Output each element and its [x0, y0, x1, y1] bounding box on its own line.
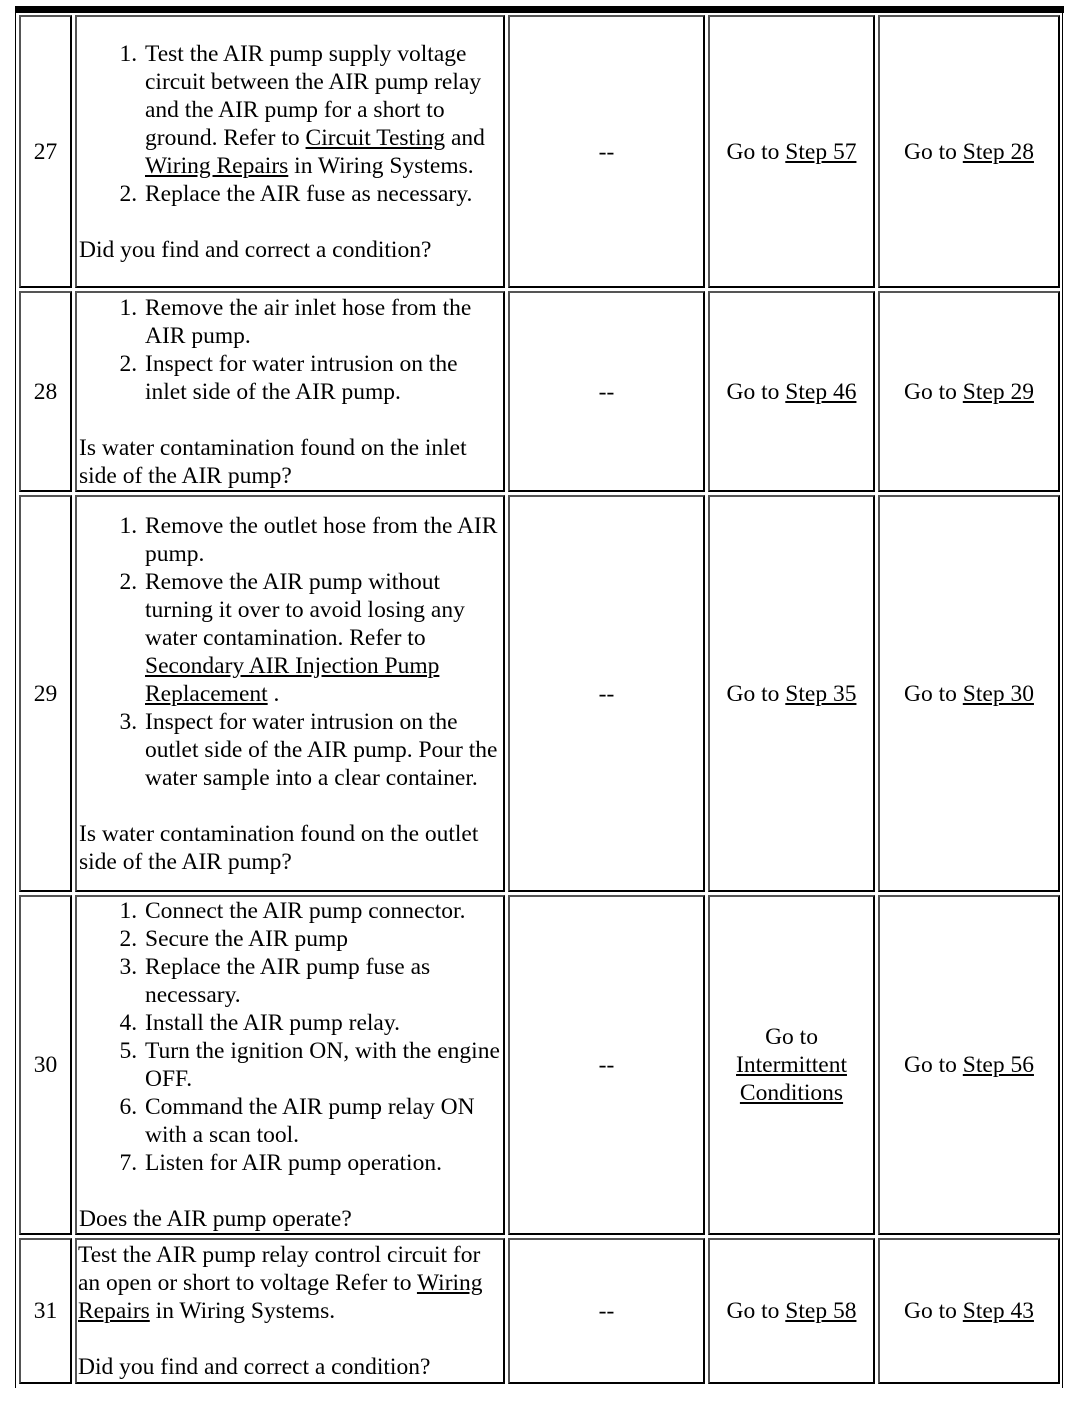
action-paragraph: Test the AIR pump relay control circuit for an open or short to voltage Refer to Wiring Repairs in Wiring Systems. — [78, 1242, 483, 1324]
step-number: 30 — [19, 895, 72, 1235]
no-cell: Go to Step 28 — [878, 15, 1060, 288]
wiring-repairs-link[interactable]: Wiring Repairs — [145, 152, 289, 179]
go-to-step-29-link[interactable]: Step 29 — [962, 378, 1034, 405]
step-number: 28 — [19, 291, 72, 492]
step-number: 31 — [19, 1238, 72, 1384]
table-row — [19, 15, 1060, 288]
action-cell — [75, 291, 505, 492]
question-text: Did you find and correct a condition? — [79, 236, 432, 263]
action-item: 2. Remove the AIR pump without turning it over to avoid losing any water contamination. Refer to Secondary AIR Injection Pump Replacement . — [143, 568, 501, 708]
no-cell: Go to Step 29 — [878, 291, 1060, 492]
step-number: 27 — [19, 15, 72, 288]
table-row — [19, 1238, 1060, 1384]
action-item: 1. Remove the outlet hose from the AIR pump. — [143, 512, 501, 568]
action-list — [79, 512, 501, 792]
action-cell — [75, 895, 505, 1235]
action-list — [79, 40, 501, 208]
action-cell — [75, 15, 505, 288]
secondary-air-injection-pump-replacement-link[interactable]: Secondary AIR Injection Pump Replacement — [145, 652, 440, 707]
go-to-step-56-link[interactable]: Step 56 — [962, 1052, 1034, 1078]
yes-cell: Go to Step 46 — [708, 291, 875, 492]
no-cell: Go to Step 30 — [878, 495, 1060, 892]
go-to-step-30-link[interactable]: Step 30 — [962, 680, 1034, 707]
circuit-testing-link[interactable]: Circuit Testing — [305, 124, 446, 151]
question-text: Does the AIR pump operate? — [79, 1206, 352, 1232]
wiring-repairs-link[interactable]: Wiring Repairs — [78, 1270, 483, 1324]
step-number: 29 — [19, 495, 72, 892]
yes-cell: Go to Step 57 — [708, 15, 875, 288]
action-item: 7. Listen for AIR pump operation. — [143, 1149, 501, 1177]
value-cell: -- — [508, 1238, 705, 1384]
go-to-step-46-link[interactable]: Step 46 — [785, 378, 857, 405]
intermittent-conditions-link[interactable]: Intermittent Conditions — [736, 1052, 847, 1106]
action-cell — [75, 495, 505, 892]
no-cell: Go to Step 43 — [878, 1238, 1060, 1384]
action-cell — [75, 1238, 505, 1384]
no-cell: Go to Step 56 — [878, 895, 1060, 1235]
table-row — [19, 495, 1060, 892]
yes-cell: Go to Intermittent Conditions — [708, 895, 875, 1235]
yes-cell: Go to Step 35 — [708, 495, 875, 892]
diagnostic-table — [16, 12, 1063, 1387]
go-to-step-57-link[interactable]: Step 57 — [785, 138, 857, 165]
yes-cell: Go to Step 58 — [708, 1238, 875, 1384]
action-item: 4. Install the AIR pump relay. — [143, 1009, 501, 1037]
question-text: Is water contamination found on the outlet side of the AIR pump? — [79, 820, 479, 875]
action-list — [79, 294, 501, 406]
value-cell: -- — [508, 895, 705, 1235]
go-to-step-28-link[interactable]: Step 28 — [962, 138, 1034, 165]
action-item: 5. Turn the ignition ON, with the engine OFF. — [143, 1037, 501, 1093]
action-item: 1. Remove the air inlet hose from the AIR pump. — [143, 294, 501, 350]
action-item: 2. Replace the AIR fuse as necessary. — [143, 180, 501, 208]
value-cell: -- — [508, 291, 705, 492]
value-cell: -- — [508, 495, 705, 892]
question-text: Is water contamination found on the inlet side of the AIR pump? — [79, 434, 467, 489]
go-to-step-58-link[interactable]: Step 58 — [785, 1298, 857, 1324]
action-item: 3. Replace the AIR pump fuse as necessary. — [143, 953, 501, 1009]
action-item: 3. Inspect for water intrusion on the outlet side of the AIR pump. Pour the water sample into a clear container. — [143, 708, 501, 792]
action-list — [79, 897, 501, 1177]
action-item: 1. Connect the AIR pump connector. — [143, 897, 501, 925]
action-item: 2. Secure the AIR pump — [143, 925, 501, 953]
go-to-step-43-link[interactable]: Step 43 — [962, 1298, 1034, 1324]
action-item: 6. Command the AIR pump relay ON with a scan tool. — [143, 1093, 501, 1149]
question-text: Did you find and correct a condition? — [78, 1354, 431, 1380]
table-row — [19, 291, 1060, 492]
value-cell: -- — [508, 15, 705, 288]
table-row — [19, 895, 1060, 1235]
action-item: 1. Test the AIR pump supply voltage circuit between the AIR pump relay and the AIR pump for a short to ground. Refer to Circuit Testing and Wiring Repairs in Wiring Systems. — [143, 40, 501, 180]
action-item: 2. Inspect for water intrusion on the inlet side of the AIR pump. — [143, 350, 501, 406]
go-to-step-35-link[interactable]: Step 35 — [785, 680, 857, 707]
